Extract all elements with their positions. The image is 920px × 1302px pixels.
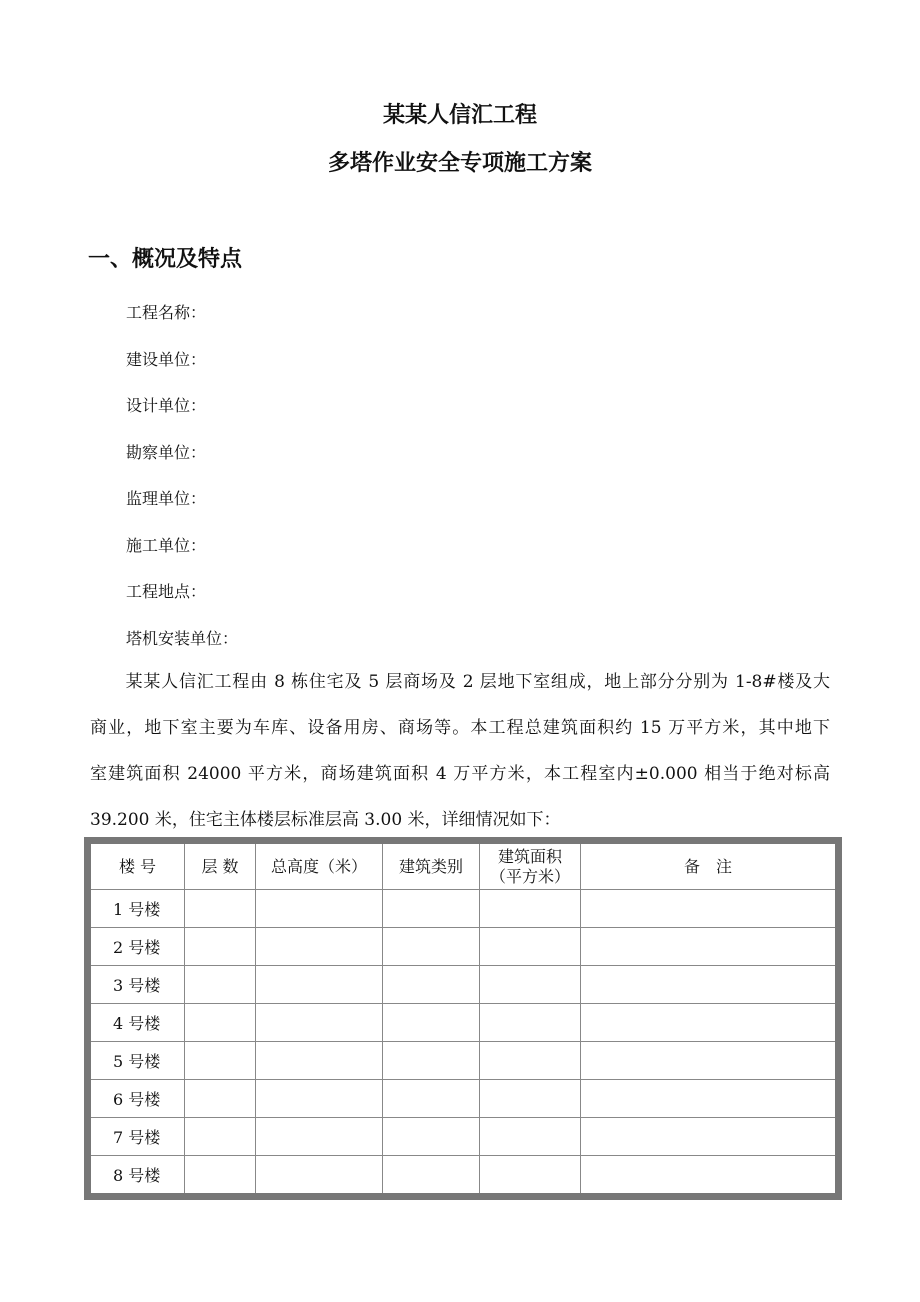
table-cell [480, 1156, 581, 1197]
header-floors: 层 数 [185, 841, 256, 890]
table-cell [256, 1156, 383, 1197]
section-heading: 一、概况及特点 [88, 247, 243, 272]
table-cell [383, 890, 480, 928]
table-cell [581, 1042, 839, 1080]
table-cell [185, 1118, 256, 1156]
table-row [88, 1042, 839, 1080]
header-building-no: 楼 号 [88, 841, 185, 890]
document-subtitle: 多塔作业安全专项施工方案 [327, 151, 592, 176]
table-row [88, 1118, 839, 1156]
building-name: 7 号楼 [88, 1118, 185, 1156]
table-cell [256, 1118, 383, 1156]
field-label: 塔机安装单位： [126, 628, 239, 648]
table-cell [581, 890, 839, 928]
table-row [88, 1156, 839, 1197]
table-cell [185, 1080, 256, 1118]
table-cell [383, 928, 480, 966]
field-label: 工程地点： [126, 582, 207, 601]
table-row [88, 1004, 839, 1042]
header-area-line2: （平方米） [489, 866, 570, 886]
building-name: 2 号楼 [88, 928, 185, 966]
table-cell [383, 1080, 480, 1118]
table-cell [185, 1042, 256, 1080]
table-cell [185, 1004, 256, 1042]
paragraph-line: 室建筑面积 24000 平方米，商场建筑面积 4 万平方米，本工程室内±0.000 相当于绝对标高 [90, 764, 830, 784]
table-cell [581, 1004, 839, 1042]
document-title: 某某人信汇工程 [382, 103, 537, 128]
header-area-line1: 建筑面积 [497, 846, 562, 866]
table-cell [581, 966, 839, 1004]
building-name: 1 号楼 [88, 890, 185, 928]
table-cell [480, 1042, 581, 1080]
field-label: 设计单位： [126, 396, 207, 415]
table-cell [256, 928, 383, 966]
table-cell [185, 928, 256, 966]
table-cell [581, 928, 839, 966]
building-table [84, 837, 842, 1200]
field-label: 勘察单位： [126, 442, 207, 462]
table-cell [185, 966, 256, 1004]
table-cell [480, 1004, 581, 1042]
table-cell [480, 928, 581, 966]
table-cell [581, 1156, 839, 1197]
table-cell [185, 890, 256, 928]
table-cell [480, 1080, 581, 1118]
table-cell [383, 1118, 480, 1156]
header-type: 建筑类别 [383, 841, 480, 890]
table-cell [581, 1118, 839, 1156]
building-name: 4 号楼 [88, 1004, 185, 1042]
field-label: 工程名称： [126, 303, 207, 322]
table-cell [383, 1042, 480, 1080]
table-cell [383, 1004, 480, 1042]
table-cell [480, 890, 581, 928]
table-cell [256, 1004, 383, 1042]
field-label: 建设单位： [126, 349, 207, 369]
table-cell [185, 1156, 256, 1197]
table-row [88, 1080, 839, 1118]
table-row [88, 928, 839, 966]
paragraph-line: 商业，地下室主要为车库、设备用房、商场等。本工程总建筑面积约 15 万平方米，其中地下 [90, 718, 830, 738]
table-cell [256, 890, 383, 928]
table-cell [256, 1080, 383, 1118]
building-name: 5 号楼 [88, 1042, 185, 1080]
table-cell [383, 1156, 480, 1197]
paragraph-line: 39.200 米，住宅主体楼层标准层高 3.00 米，详细情况如下： [90, 810, 561, 830]
building-name: 6 号楼 [88, 1080, 185, 1118]
table-cell [581, 1080, 839, 1118]
header-area [480, 841, 581, 890]
table-cell [480, 1118, 581, 1156]
building-name: 3 号楼 [88, 966, 185, 1004]
table-cell [256, 966, 383, 1004]
table-header-row [88, 841, 839, 890]
header-height: 总高度（米） [256, 841, 383, 890]
table-cell [480, 966, 581, 1004]
table-cell [383, 966, 480, 1004]
table-row [88, 890, 839, 928]
field-label: 施工单位： [126, 535, 207, 555]
field-label: 监理单位： [126, 489, 207, 508]
paragraph-line: 某某人信汇工程由 8 栋住宅及 5 层商场及 2 层地下室组成，地上部分分别为 1-8#楼及大 [90, 672, 830, 692]
table-row [88, 966, 839, 1004]
building-name: 8 号楼 [88, 1156, 185, 1197]
table-cell [256, 1042, 383, 1080]
header-remarks: 备 注 [581, 841, 839, 890]
